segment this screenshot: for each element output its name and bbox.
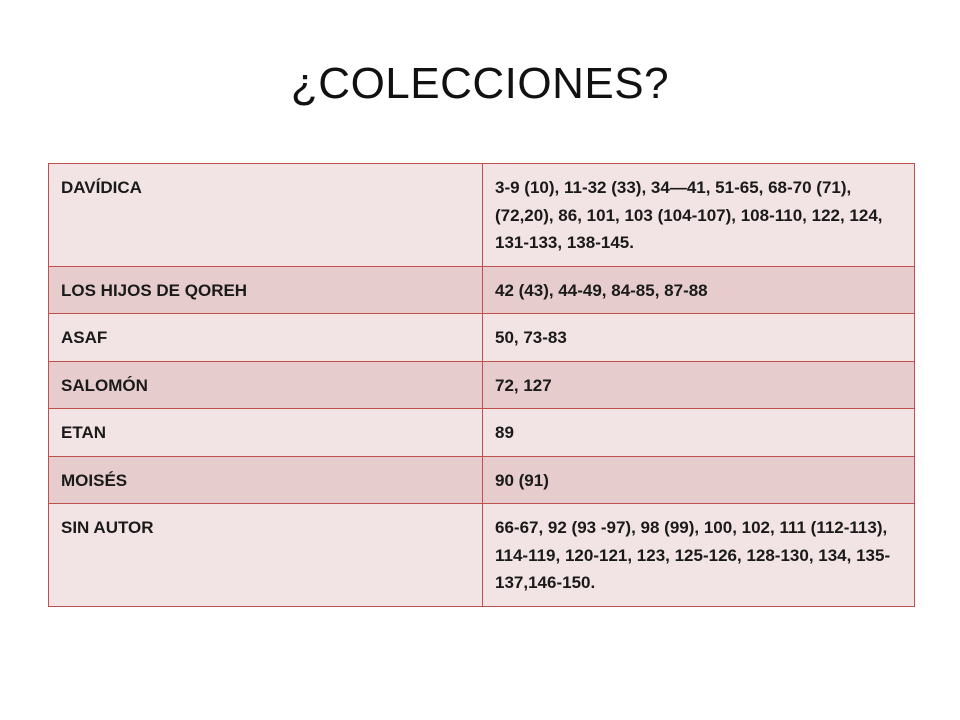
- psalms-cell: 90 (91): [483, 456, 915, 504]
- author-cell: SALOMÓN: [49, 361, 483, 409]
- author-cell: DAVÍDICA: [49, 164, 483, 267]
- table-row: [49, 266, 915, 314]
- psalms-cell: 66-67, 92 (93 -97), 98 (99), 100, 102, 111 (112-113), 114-119, 120-121, 123, 125-126, 128-130, 134, 135-137,146-150.: [483, 504, 915, 607]
- table-row: [49, 314, 915, 362]
- slide-title: ¿COLECCIONES?: [290, 59, 670, 108]
- table-row: [49, 164, 915, 267]
- table-row: [49, 361, 915, 409]
- author-cell: SIN AUTOR: [49, 504, 483, 607]
- psalms-cell: 50, 73-83: [483, 314, 915, 362]
- table-row: [49, 456, 915, 504]
- psalms-cell: 3-9 (10), 11-32 (33), 34—41, 51-65, 68-70 (71), (72,20), 86, 101, 103 (104-107), 108-110, 122, 124, 131-133, 138-145.: [483, 164, 915, 267]
- psalms-cell: 89: [483, 409, 915, 457]
- author-cell: ETAN: [49, 409, 483, 457]
- author-cell: ASAF: [49, 314, 483, 362]
- psalms-cell: 72, 127: [483, 361, 915, 409]
- psalms-cell: 42 (43), 44-49, 84-85, 87-88: [483, 266, 915, 314]
- author-cell: MOISÉS: [49, 456, 483, 504]
- collections-table: [48, 163, 914, 607]
- table-row: [49, 409, 915, 457]
- author-cell: LOS HIJOS DE QOREH: [49, 266, 483, 314]
- table-row: [49, 504, 915, 607]
